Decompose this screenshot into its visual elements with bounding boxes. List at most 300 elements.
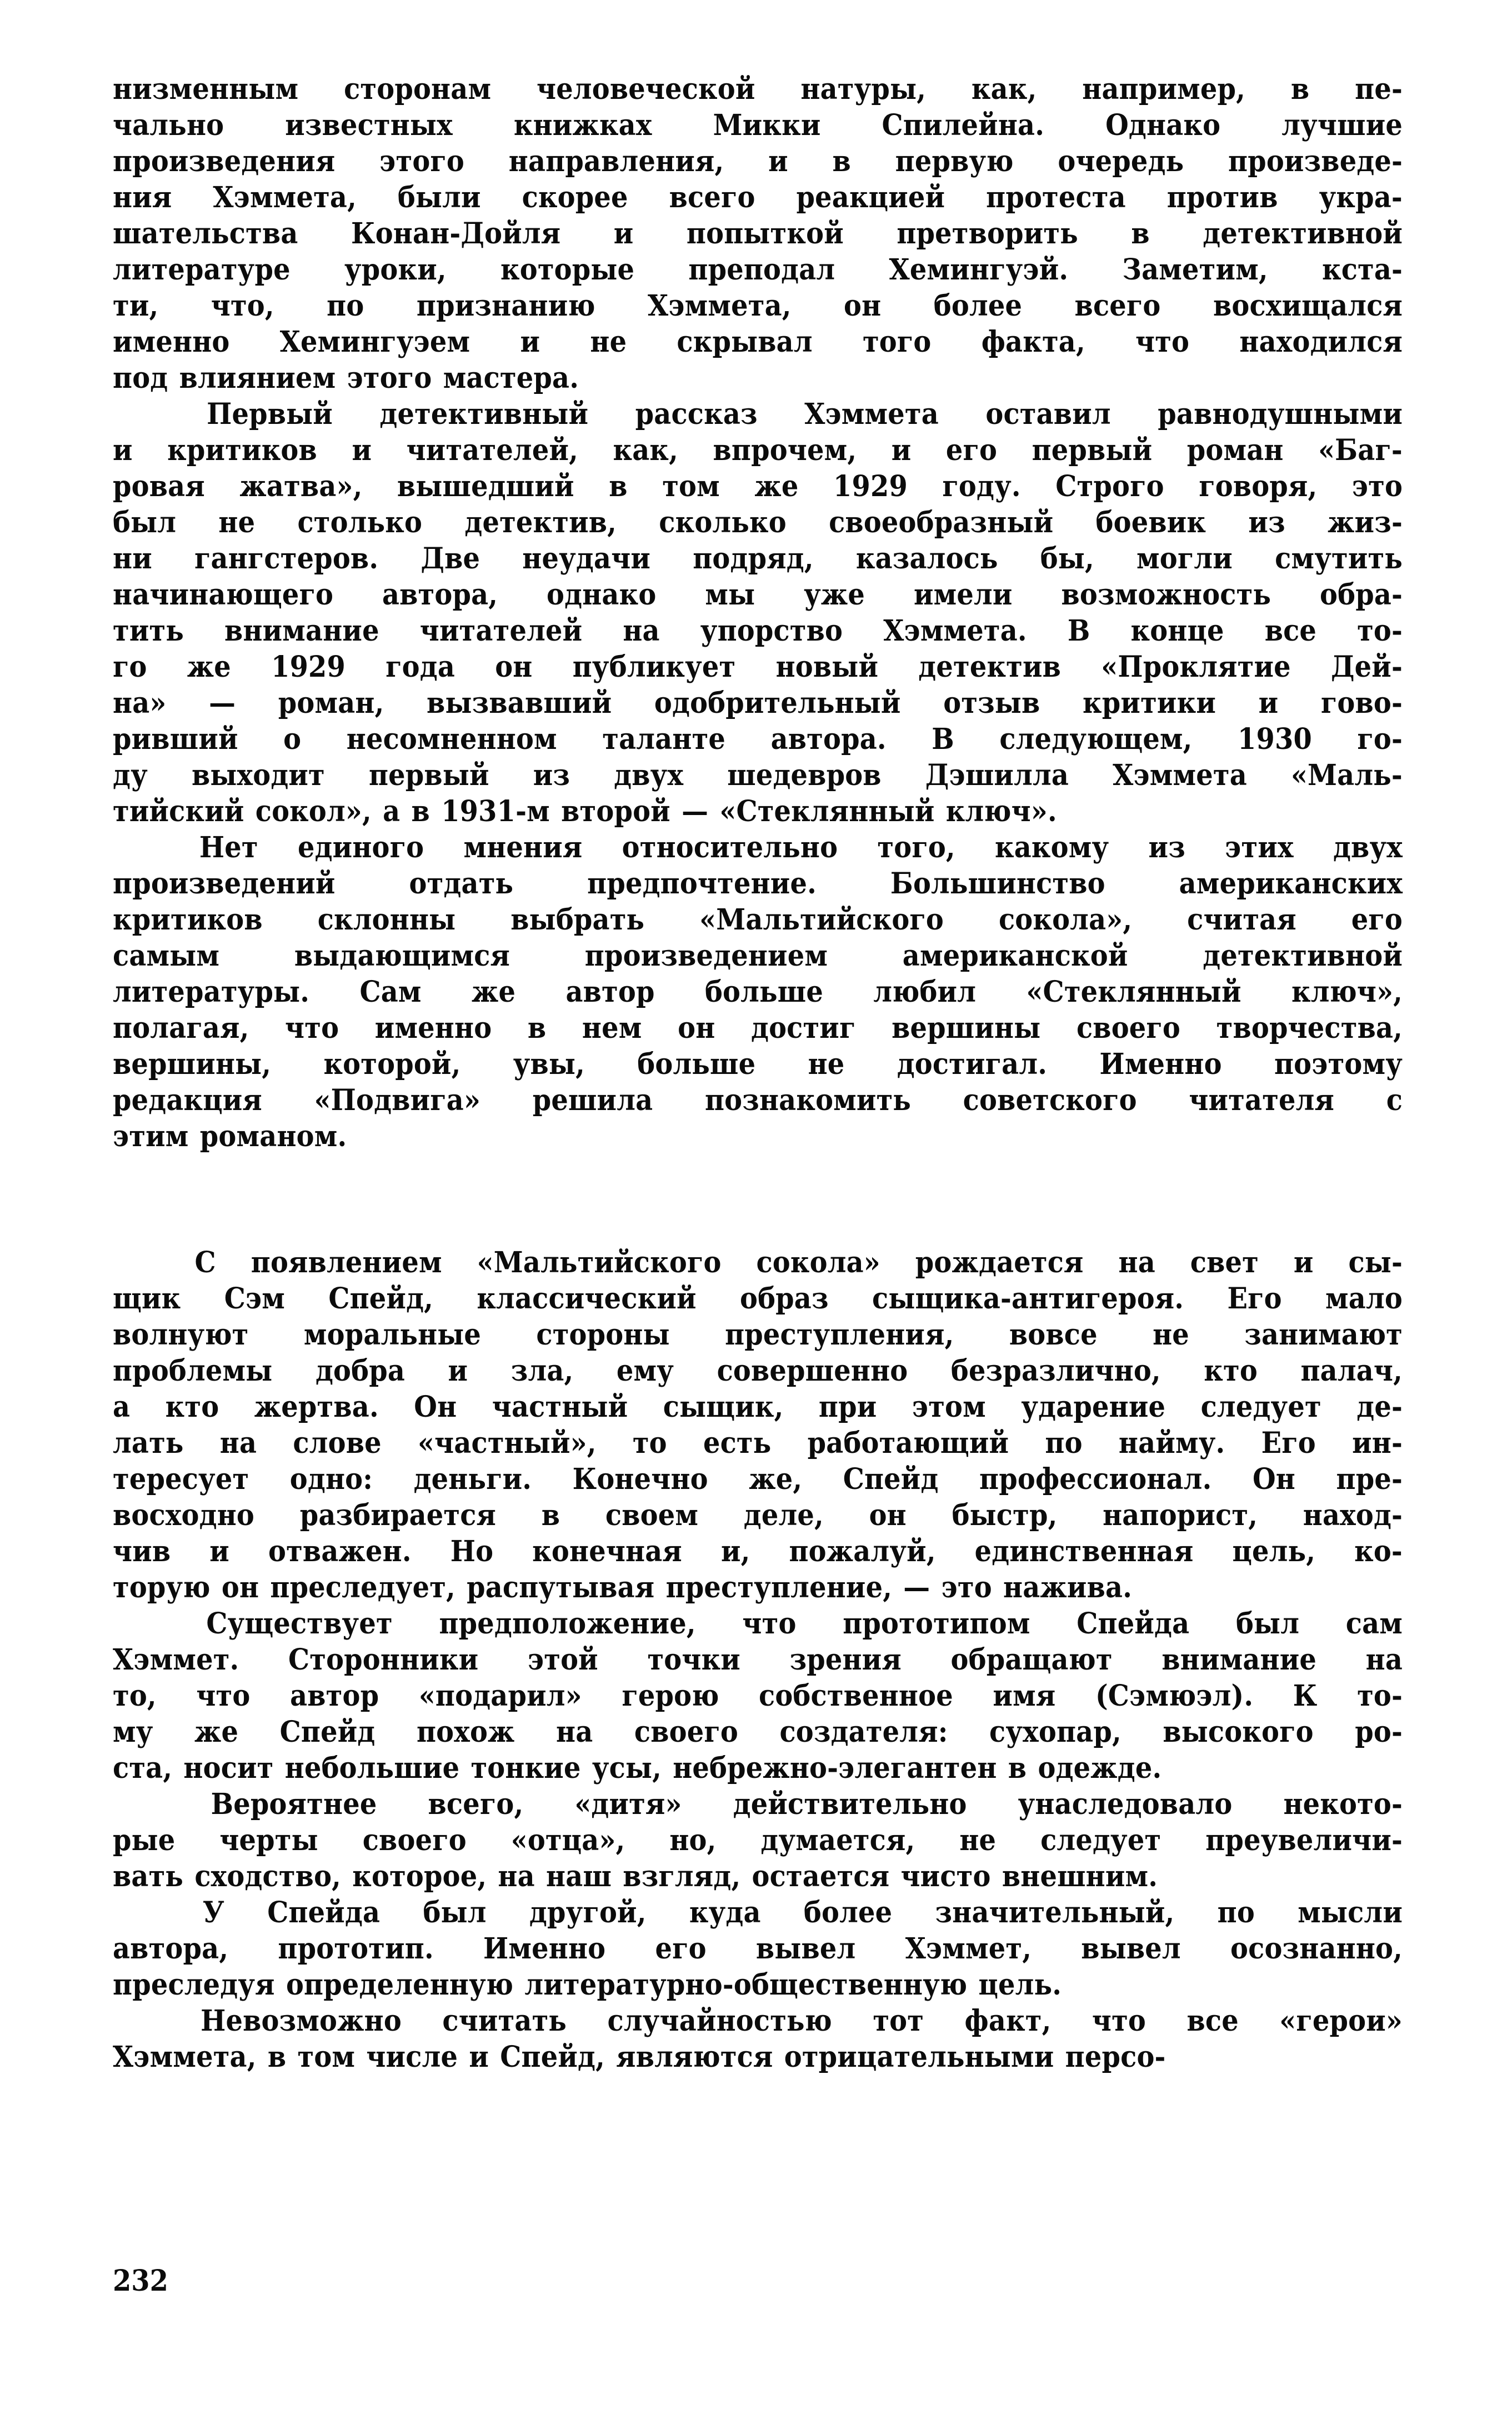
word: сыщика-антигероя.	[872, 1282, 1184, 1316]
word: Хэммета	[804, 397, 939, 431]
word: ни	[113, 542, 152, 576]
word: увы,	[513, 1047, 585, 1081]
word: Однако	[1105, 108, 1221, 142]
text-line	[113, 360, 1403, 396]
paragraph-3	[113, 829, 1403, 1154]
word: «Проклятие	[1101, 650, 1291, 684]
word: работающий	[807, 1426, 1009, 1460]
text-line	[113, 1786, 1403, 1822]
word: мастера.	[443, 361, 579, 395]
word: ния	[113, 181, 172, 214]
word: оставил	[985, 397, 1111, 431]
word: самым	[113, 939, 220, 973]
text-line	[113, 1281, 1403, 1317]
word: факт,	[964, 2004, 1052, 2038]
word: —	[903, 1571, 930, 1605]
word: сходство,	[194, 1860, 342, 1893]
word: читателей	[419, 614, 583, 648]
word: при	[818, 1390, 877, 1424]
word: У	[202, 1896, 224, 1930]
word: рассказ	[635, 397, 758, 431]
word: сокола»,	[998, 903, 1133, 937]
word: похож	[416, 1715, 515, 1749]
word: выбрать	[510, 903, 645, 937]
word: романом.	[199, 1119, 347, 1153]
word: всего	[1074, 289, 1161, 323]
word: всего	[669, 181, 755, 214]
word: чально	[113, 108, 224, 142]
text-line	[113, 902, 1403, 938]
word: своем	[605, 1498, 699, 1532]
word: находился	[1239, 325, 1403, 359]
word: сы-	[1348, 1246, 1403, 1280]
word: —	[682, 794, 709, 828]
word: этого	[347, 361, 432, 395]
word: году.	[942, 469, 1021, 503]
word: волнуют	[113, 1318, 249, 1352]
word: «Стеклянный	[719, 794, 935, 828]
word: одежде.	[1038, 1751, 1162, 1785]
word: классический	[477, 1282, 697, 1316]
word: сухопар,	[989, 1715, 1122, 1749]
text-line	[113, 1245, 1403, 1281]
text-line	[113, 721, 1403, 757]
text-line	[113, 1533, 1403, 1570]
word: и	[520, 325, 540, 359]
word: был	[113, 506, 177, 539]
word: Большинство	[890, 867, 1105, 901]
word: несомненном	[346, 722, 557, 756]
word: нажива.	[1003, 1571, 1133, 1605]
word: Спилейна.	[882, 108, 1045, 142]
word: литературно-общественную	[524, 1968, 968, 2002]
word: же	[194, 1715, 239, 1749]
word: же,	[749, 1462, 803, 1496]
word: частный	[492, 1390, 628, 1424]
word: этой	[527, 1643, 598, 1677]
word: следует	[1200, 1390, 1321, 1424]
word: и	[113, 433, 133, 467]
word: высокого	[1163, 1715, 1314, 1749]
word: этих	[1225, 831, 1294, 864]
word: упорство	[700, 614, 843, 648]
word: и	[768, 144, 788, 178]
text-line	[113, 288, 1403, 324]
word: с	[1386, 1083, 1403, 1117]
word: не	[808, 1047, 845, 1081]
word: отзыв	[943, 686, 1040, 720]
word: имели	[913, 578, 1013, 612]
word: был	[423, 1896, 487, 1930]
word: двух	[1333, 831, 1403, 864]
word: ко-	[1354, 1535, 1403, 1568]
word: предпочтение.	[587, 867, 817, 901]
word: которое,	[352, 1860, 487, 1893]
word: и	[469, 2040, 489, 2074]
word: склонны	[317, 903, 456, 937]
word: начинающего	[113, 578, 334, 612]
word: Спейд	[843, 1462, 939, 1496]
word: напорист,	[1103, 1498, 1258, 1532]
word: Хэммет,	[905, 1932, 1032, 1966]
word: наш	[546, 1860, 612, 1893]
word: вершины	[892, 1011, 1041, 1045]
text-line	[113, 1317, 1403, 1353]
word: был	[1235, 1607, 1300, 1641]
word: критиков	[113, 903, 263, 937]
word: того	[862, 325, 932, 359]
word: Нет	[199, 831, 258, 864]
text-line	[113, 793, 1403, 829]
word: внимание	[224, 614, 379, 648]
word: деньги.	[413, 1462, 532, 1496]
word: унаследовало	[1018, 1787, 1233, 1821]
word: прототипом	[843, 1607, 1030, 1641]
word: Строго	[1055, 469, 1164, 503]
word: Он	[1252, 1462, 1296, 1496]
word: автора,	[382, 578, 498, 612]
word: лать	[113, 1426, 184, 1460]
word: пожалуй,	[789, 1535, 936, 1568]
word: и	[613, 217, 634, 251]
word: произведением	[584, 939, 828, 973]
word: некото-	[1283, 1787, 1403, 1821]
word: Его	[1227, 1282, 1282, 1316]
text-line	[113, 1010, 1403, 1046]
word: из	[533, 758, 570, 792]
word: сокол»,	[255, 794, 372, 828]
word: автора,	[113, 1932, 229, 1966]
text-line	[113, 1046, 1403, 1082]
word: появлением	[251, 1246, 442, 1280]
word: цель.	[978, 1968, 1062, 2002]
text-line	[113, 541, 1403, 577]
word: думается,	[760, 1823, 915, 1857]
text-line	[113, 71, 1403, 107]
word: Дэшилла	[925, 758, 1069, 792]
word: факта,	[981, 325, 1085, 359]
word: пе-	[1355, 72, 1403, 106]
word: «Подвига»	[314, 1083, 481, 1117]
text-line	[113, 432, 1403, 468]
word: вызвавший	[427, 686, 612, 720]
word: что,	[211, 289, 274, 323]
word: отважен.	[268, 1535, 412, 1568]
word: то-	[1357, 614, 1403, 648]
word: а	[383, 794, 400, 828]
word: на	[1365, 1643, 1403, 1677]
word: есть	[703, 1426, 772, 1460]
word: распутывая	[467, 1571, 655, 1605]
word: конце	[1130, 614, 1224, 648]
word: определенную	[286, 1968, 514, 2002]
word: на	[623, 614, 660, 648]
word: осознанно,	[1230, 1932, 1403, 1966]
word: шедевров	[727, 758, 882, 792]
word: Вероятнее	[211, 1787, 377, 1821]
word: как,	[971, 72, 1037, 106]
text-line	[113, 1967, 1403, 2003]
word: 1931-м	[441, 794, 550, 828]
word: К	[1293, 1679, 1318, 1713]
word: «подарил»	[418, 1679, 582, 1713]
word: всего,	[428, 1787, 524, 1821]
word: на	[219, 1426, 257, 1460]
word: совершенно	[717, 1354, 908, 1388]
word: персо-	[1065, 2040, 1166, 2074]
word: добра	[315, 1354, 405, 1388]
word: деле,	[743, 1498, 824, 1532]
word: другой,	[529, 1896, 647, 1930]
word: одобрительный	[654, 686, 901, 720]
word: тийский	[113, 794, 244, 828]
word: моральные	[303, 1318, 482, 1352]
word: Хемингуэем	[279, 325, 470, 359]
word: все	[1186, 2004, 1239, 2038]
word: и,	[720, 1535, 750, 1568]
word: являются	[616, 2040, 773, 2074]
text-line	[113, 613, 1403, 649]
text-line	[113, 829, 1403, 866]
word: стороны	[536, 1318, 670, 1352]
word: же	[754, 469, 799, 503]
word: «дитя»	[574, 1787, 682, 1821]
word: Но	[450, 1535, 494, 1568]
word: больше	[637, 1047, 756, 1081]
word: бы,	[1040, 542, 1094, 576]
text-line	[113, 1425, 1403, 1461]
word: были	[397, 181, 481, 214]
word: второй	[561, 794, 670, 828]
word: относительно	[622, 831, 838, 864]
word: внимание	[1161, 1643, 1317, 1677]
word: Спейд,	[328, 1282, 433, 1316]
word: реакцией	[796, 181, 945, 214]
word: вовсе	[1009, 1318, 1098, 1352]
text-line	[113, 143, 1403, 179]
word: ти,	[113, 289, 159, 323]
word: этого	[379, 144, 465, 178]
word: своего	[634, 1715, 738, 1749]
word: и	[448, 1354, 468, 1388]
word: это	[1351, 469, 1403, 503]
word: действительно	[733, 1787, 967, 1821]
word: рождается	[915, 1246, 1084, 1280]
word: палач,	[1300, 1354, 1403, 1388]
word: считая	[1187, 903, 1296, 937]
word: свет	[1190, 1246, 1259, 1280]
word: следует	[1040, 1823, 1161, 1857]
word: любил	[873, 975, 977, 1009]
word: кто	[165, 1390, 219, 1424]
word: нем	[582, 1011, 642, 1045]
word: выходит	[191, 758, 325, 792]
word: преувеличи-	[1205, 1823, 1403, 1857]
word: одно:	[289, 1462, 373, 1496]
word: предположение,	[439, 1607, 696, 1641]
word: того,	[877, 831, 955, 864]
word: он	[221, 1571, 259, 1605]
word: по	[327, 289, 364, 323]
word: претворить	[897, 217, 1078, 251]
word: какому	[995, 831, 1109, 864]
word: имя	[993, 1679, 1056, 1713]
word: Конечно	[572, 1462, 708, 1496]
word: редакция	[113, 1083, 262, 1117]
word: ему	[616, 1354, 674, 1388]
word: на	[556, 1715, 593, 1749]
word: Хэммета,	[648, 289, 792, 323]
word: наход-	[1303, 1498, 1403, 1532]
word: своего	[362, 1823, 467, 1857]
word: попыткой	[686, 217, 844, 251]
word: Существует	[206, 1607, 393, 1641]
word: конечная	[532, 1535, 682, 1568]
word: двух	[614, 758, 684, 792]
word: тонкие	[470, 1751, 581, 1785]
paragraph-7	[113, 1895, 1403, 2003]
word: сколько	[659, 506, 787, 539]
word: и	[891, 433, 912, 467]
word: кто	[1204, 1354, 1258, 1388]
word: говоря,	[1199, 469, 1318, 503]
word: уроки,	[344, 253, 447, 287]
word: кста-	[1321, 253, 1403, 287]
text-line	[113, 757, 1403, 793]
word: взгляд,	[623, 1860, 741, 1893]
word: гангстеров.	[194, 542, 379, 576]
text-line	[113, 1642, 1403, 1678]
word: американских	[1179, 867, 1403, 901]
word: влиянием	[179, 361, 336, 395]
word: жертва.	[254, 1390, 379, 1424]
word: о	[283, 722, 302, 756]
word: автора.	[770, 722, 887, 756]
word: его	[945, 433, 998, 467]
word: пре-	[1336, 1462, 1403, 1496]
word: точки	[647, 1643, 740, 1677]
word: единственная	[974, 1535, 1194, 1568]
paragraph-4	[113, 1245, 1403, 1606]
word: подряд,	[693, 542, 814, 576]
word: единого	[297, 831, 424, 864]
word: В	[1067, 614, 1090, 648]
text-line	[113, 2039, 1403, 2075]
word: которой,	[323, 1047, 461, 1081]
text-line	[113, 1389, 1403, 1425]
word: критики	[1083, 686, 1216, 720]
word: не	[590, 325, 627, 359]
word: не	[959, 1823, 997, 1857]
word: в	[267, 2040, 287, 2074]
word: он	[678, 1011, 715, 1045]
word: ин-	[1352, 1426, 1403, 1460]
word: возможность	[1061, 578, 1271, 612]
word: преступление,	[665, 1571, 893, 1605]
word: 1929	[833, 469, 908, 503]
word: это	[941, 1571, 992, 1605]
word: именно	[374, 1011, 492, 1045]
word: отрицательными	[784, 2040, 1054, 2074]
word: Хэммета	[1113, 758, 1247, 792]
word: детективной	[1203, 939, 1403, 973]
word: найму.	[1118, 1426, 1225, 1460]
word: против	[1166, 181, 1278, 214]
word: на»	[113, 686, 167, 720]
word: ключ».	[945, 794, 1057, 828]
word: цель,	[1232, 1535, 1316, 1568]
word: собственное	[759, 1679, 953, 1713]
word: том	[297, 2040, 356, 2074]
word: произведений	[113, 867, 336, 901]
word: столько	[297, 506, 423, 539]
word: му	[113, 1715, 153, 1749]
word: на	[1118, 1246, 1155, 1280]
text-line	[113, 1118, 1403, 1154]
word: новый	[775, 650, 879, 684]
word: низменным	[113, 72, 299, 106]
text-line	[113, 1461, 1403, 1497]
text-line	[113, 866, 1403, 902]
text-line	[113, 1497, 1403, 1533]
word: в	[1131, 217, 1150, 251]
word: «Мальтийского	[699, 903, 944, 937]
word: он	[844, 289, 882, 323]
word: Сторонники	[288, 1643, 479, 1677]
word: в	[541, 1498, 560, 1532]
word: впрочем,	[713, 433, 857, 467]
word: больше	[704, 975, 823, 1009]
word: тить	[113, 614, 184, 648]
word: протеста	[986, 181, 1126, 214]
word: Заметим,	[1122, 253, 1268, 287]
word: в	[832, 144, 851, 178]
word: обра-	[1320, 578, 1403, 612]
word: поэтому	[1274, 1047, 1403, 1081]
word: мысли	[1298, 1896, 1403, 1930]
word: Дей-	[1330, 650, 1403, 684]
word: вершины,	[113, 1047, 272, 1081]
word: считать	[442, 2004, 567, 2038]
paragraph-8	[113, 2003, 1403, 2075]
text-line	[113, 324, 1403, 360]
word: детектив	[918, 650, 1062, 684]
text-line	[113, 1750, 1403, 1786]
word: том	[662, 469, 720, 503]
word: вать	[113, 1860, 184, 1893]
word: Хэммета,	[213, 181, 357, 214]
word: что	[285, 1011, 339, 1045]
word: чисто	[900, 1860, 991, 1893]
word: роман,	[278, 686, 384, 720]
word: создателя:	[779, 1715, 948, 1749]
word: Именно	[1099, 1047, 1222, 1081]
word: более	[803, 1896, 893, 1930]
word: именно	[113, 325, 230, 359]
word: и	[1293, 1246, 1314, 1280]
word: направления,	[508, 144, 724, 178]
word: неудачи	[522, 542, 651, 576]
word: отдать	[409, 867, 514, 901]
text-line	[113, 1895, 1403, 1931]
word: мало	[1325, 1282, 1403, 1316]
word: занимают	[1244, 1318, 1403, 1352]
word: укра-	[1319, 181, 1403, 214]
word: натуры,	[800, 72, 927, 106]
text-line	[113, 577, 1403, 613]
word: очередь	[1058, 144, 1184, 178]
word: под	[113, 361, 168, 395]
